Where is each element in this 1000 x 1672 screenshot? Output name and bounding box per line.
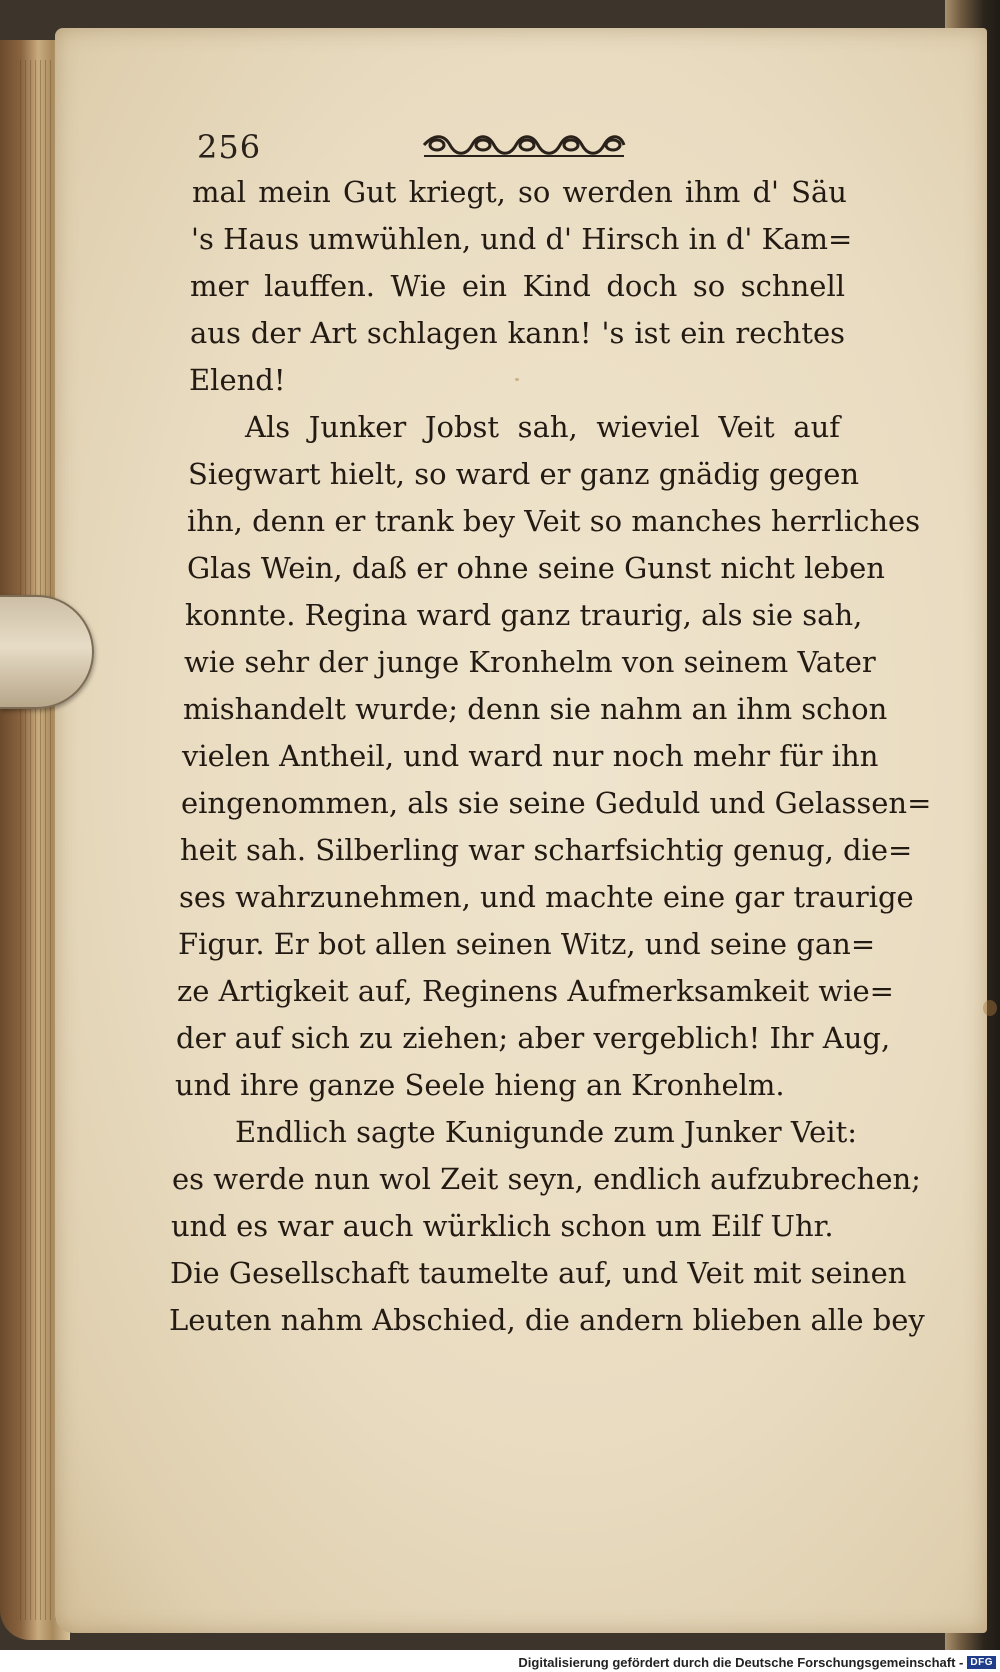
text-line: heit sah. Silberling war scharfsichtig genug, die= xyxy=(180,833,913,867)
digitization-credit xyxy=(518,1655,996,1670)
text-line: eingenommen, als sie seine Geduld und Gelassen= xyxy=(181,786,932,820)
text-line: Leuten nahm Abschied, die andern blieben alle bey xyxy=(169,1303,925,1337)
paper-stain xyxy=(983,1000,997,1016)
text-line: Die Gesellschaft taumelte auf, und Veit mit seinen xyxy=(170,1256,907,1290)
text-line: Elend! xyxy=(189,363,286,397)
text-line: Als Junker Jobst sah, wieviel Veit auf xyxy=(245,410,840,444)
text-line: Siegwart hielt, so ward er ganz gnädig gegen xyxy=(188,457,860,491)
text-line: mishandelt wurde; denn sie nahm an ihm schon xyxy=(183,692,888,726)
text-line: mal mein Gut kriegt, so werden ihm d' Säu xyxy=(192,175,847,209)
text-line: und ihre ganze Seele hieng an Kronhelm. xyxy=(175,1068,785,1102)
text-line: wie sehr der junge Kronhelm von seinem Vater xyxy=(184,645,876,679)
text-line: vielen Antheil, und ward nur noch mehr für ihn xyxy=(182,739,879,773)
text-line: es werde nun wol Zeit seyn, endlich aufzubrechen; xyxy=(172,1162,921,1196)
header-ornament xyxy=(420,132,628,158)
paper-stain xyxy=(515,378,519,381)
text-line: Endlich sagte Kunigunde zum Junker Veit: xyxy=(235,1115,857,1149)
dfg-logo: DFG xyxy=(967,1656,996,1669)
text-line: und es war auch würklich schon um Eilf Uhr. xyxy=(171,1209,834,1243)
text-line: der auf sich zu ziehen; aber vergeblich! Ihr Aug, xyxy=(176,1021,891,1055)
text-line: ses wahrzunehmen, und machte eine gar traurige xyxy=(179,880,914,914)
text-line: ze Artigkeit auf, Reginens Aufmerksamkeit wie= xyxy=(177,974,894,1008)
text-line: ihn, denn er trank bey Veit so manches herrliches xyxy=(187,504,921,538)
text-line: mer lauffen. Wie ein Kind doch so schnell xyxy=(190,269,845,303)
page-number: 256 xyxy=(197,128,262,166)
text-line: Glas Wein, daß er ohne seine Gunst nicht leben xyxy=(187,551,885,585)
text-line: Figur. Er bot allen seinen Witz, und seine gan= xyxy=(178,927,876,961)
credit-text: Digitalisierung gefördert durch die Deutsche Forschungsgemeinschaft - xyxy=(518,1655,964,1670)
text-line: 's Haus umwühlen, und d' Hirsch in d' Kam= xyxy=(191,222,853,256)
text-line: konnte. Regina ward ganz traurig, als sie sah, xyxy=(185,598,863,632)
text-line: aus der Art schlagen kann! 's ist ein rechtes xyxy=(190,316,845,350)
